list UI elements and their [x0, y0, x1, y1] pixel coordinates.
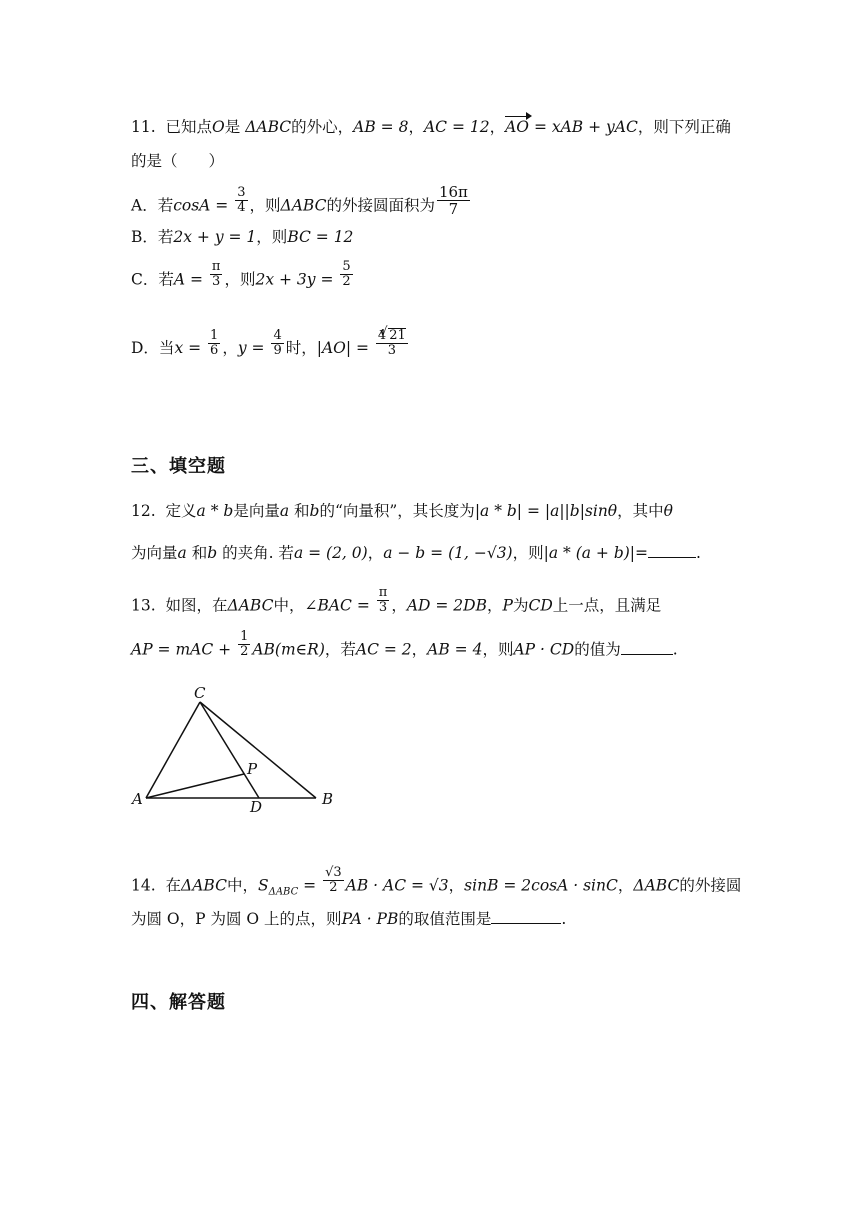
q11-option-c: C．若A = $\frac{\pi}{3}$ ，则2x + 3y = $\frac{5}{2}$ — [131, 259, 351, 289]
label-a: A — [132, 790, 143, 808]
section-heading-answer: 四、解答题 — [131, 992, 226, 1013]
segment-ap — [146, 774, 244, 798]
vector-ao: AO — [505, 118, 530, 136]
q11-option-d: D．当x = $\frac{1}{6}$ ，y = $\frac{4}{9}$ 时，|AO| = $\frac{4√ 21}{3}$ — [131, 334, 410, 364]
triangle-figure — [120, 680, 350, 820]
answer-blank-q12[interactable] — [648, 557, 696, 558]
segment-cd — [200, 702, 259, 798]
q13-line2: AP = mAC + $\frac{1}{2}$ AB(m∈R)，若AC = 2，AB = 4，则AP · CD的值为 . — [131, 629, 678, 659]
side-cb — [200, 702, 316, 798]
q11-line2: 的是（ ） — [131, 152, 225, 170]
q14-line2: 为圆 O，P 为圆 O 上的点，则PA · PB的取值范围是 . — [131, 910, 567, 928]
q11-line1: 11. 已知点O是 ΔABC的外心，AB = 8，AC = 12，AO = xAB + yAC，则下列正确 — [131, 118, 731, 136]
side-ac — [146, 702, 200, 798]
label-c: C — [194, 684, 206, 702]
q11-option-a: A．若cosA = $\frac{3}{4}$ ，则ΔABC的外接圆面积为 $\frac{16\pi}{7}$ — [131, 183, 468, 218]
label-d: D — [250, 798, 263, 816]
answer-blank-q14[interactable] — [491, 923, 561, 924]
q14-line1: 14. 在ΔABC中，$S_{\Delta ABC}$ = $\frac{√3}{2}$ AB · AC = √3，sinB = 2cosA · sinC，ΔABC的外接圆 — [131, 865, 742, 898]
label-b: B — [322, 790, 334, 808]
q11-option-b: B．若2x + y = 1，则BC = 12 — [131, 228, 354, 246]
q12-line2: 为向量a 和b 的夹角. 若a = (2, 0)，a − b = (1, −√3)，则|a * (a + b)|= . — [131, 544, 701, 562]
section-heading-fill-in: 三、填空题 — [131, 456, 226, 477]
q12-line1: 12. 定义a * b是向量a 和b的“向量积”，其长度为|a * b| = |a||b|sinθ，其中θ — [131, 502, 674, 520]
label-p: P — [247, 760, 258, 778]
q13-line1: 13. 如图，在ΔABC中，∠BAC = $\frac{\pi}{3}$ ，AD = 2DB，P为CD上一点，且满足 — [131, 585, 662, 615]
answer-blank-q13[interactable] — [621, 654, 673, 655]
